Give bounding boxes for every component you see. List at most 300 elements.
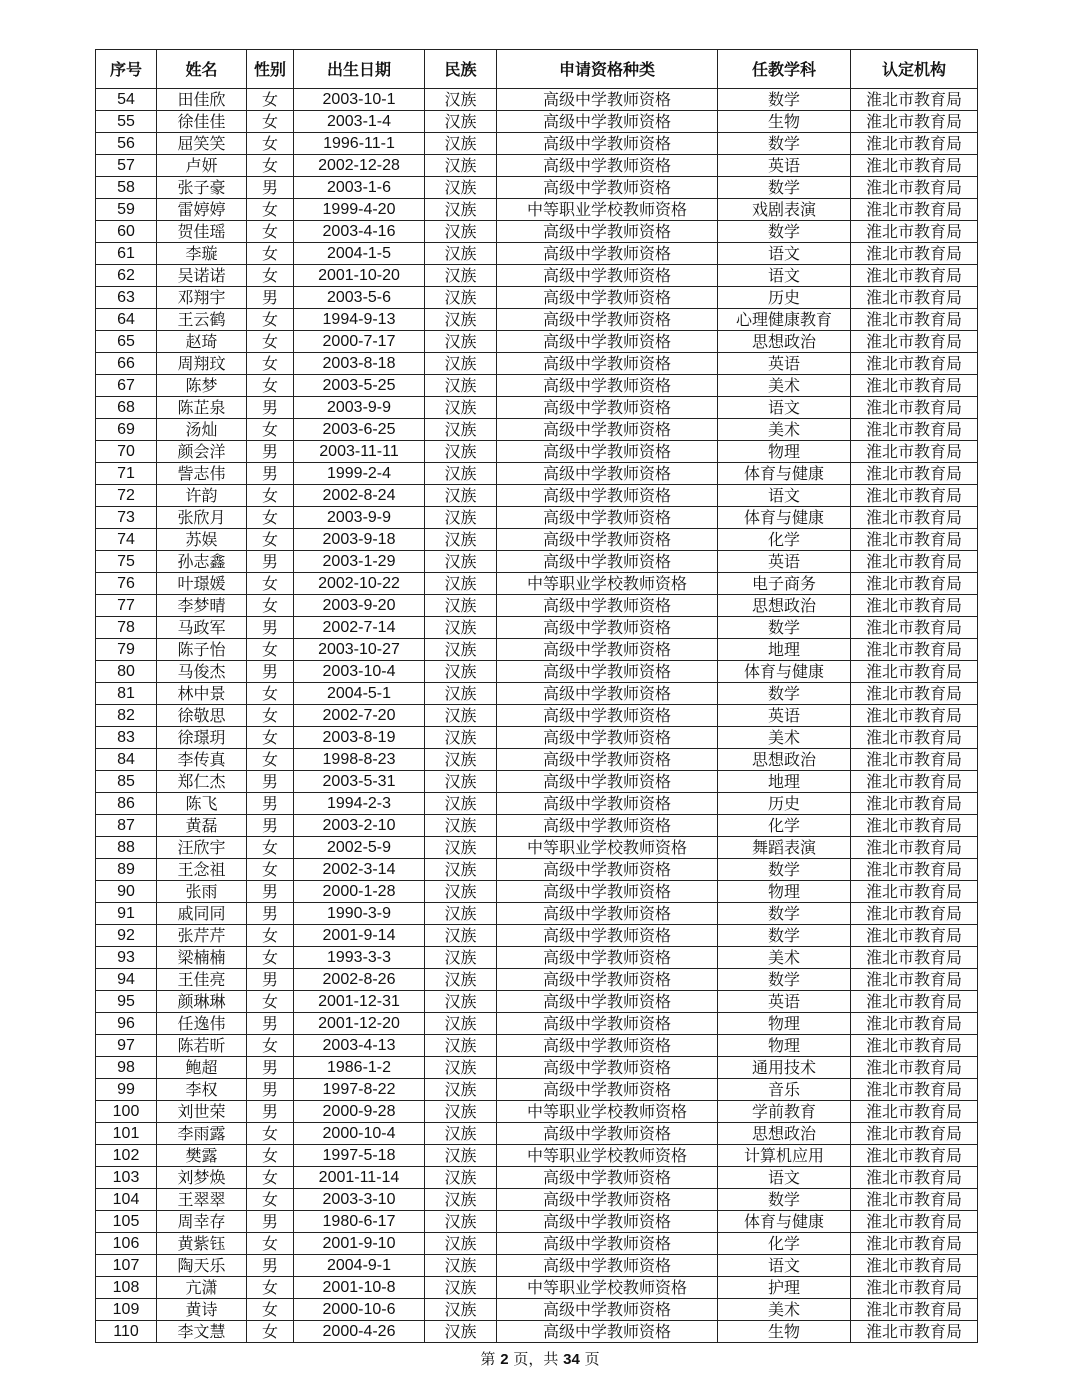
cell-authority: 淮北市教育局 bbox=[851, 89, 978, 111]
table-row bbox=[96, 793, 978, 815]
cell-birth-date: 2003-8-19 bbox=[294, 727, 425, 749]
cell-birth-date: 1998-8-23 bbox=[294, 749, 425, 771]
table-row bbox=[96, 111, 978, 133]
cell-birth-date: 2003-9-18 bbox=[294, 529, 425, 551]
cell-serial: 58 bbox=[96, 177, 157, 199]
cell-qualification-type: 高级中学教师资格 bbox=[497, 353, 718, 375]
cell-qualification-type: 高级中学教师资格 bbox=[497, 925, 718, 947]
cell-authority: 淮北市教育局 bbox=[851, 903, 978, 925]
cell-gender: 女 bbox=[247, 353, 294, 375]
cell-ethnicity: 汉族 bbox=[425, 1299, 497, 1321]
cell-name: 樊露 bbox=[157, 1145, 247, 1167]
cell-gender: 女 bbox=[247, 331, 294, 353]
cell-authority: 淮北市教育局 bbox=[851, 1211, 978, 1233]
cell-qualification-type: 高级中学教师资格 bbox=[497, 1167, 718, 1189]
table-row bbox=[96, 749, 978, 771]
cell-birth-date: 1986-1-2 bbox=[294, 1057, 425, 1079]
cell-name: 周翔玟 bbox=[157, 353, 247, 375]
cell-subject: 体育与健康 bbox=[718, 463, 851, 485]
cell-name: 陈若昕 bbox=[157, 1035, 247, 1057]
cell-qualification-type: 中等职业学校教师资格 bbox=[497, 1277, 718, 1299]
cell-authority: 淮北市教育局 bbox=[851, 683, 978, 705]
cell-ethnicity: 汉族 bbox=[425, 1013, 497, 1035]
cell-birth-date: 2002-8-24 bbox=[294, 485, 425, 507]
cell-qualification-type: 中等职业学校教师资格 bbox=[497, 837, 718, 859]
cell-gender: 男 bbox=[247, 881, 294, 903]
cell-gender: 男 bbox=[247, 1255, 294, 1277]
cell-subject: 地理 bbox=[718, 771, 851, 793]
cell-authority: 淮北市教育局 bbox=[851, 1145, 978, 1167]
cell-name: 鲍超 bbox=[157, 1057, 247, 1079]
cell-ethnicity: 汉族 bbox=[425, 265, 497, 287]
table-row bbox=[96, 815, 978, 837]
cell-subject: 地理 bbox=[718, 639, 851, 661]
cell-name: 赵琦 bbox=[157, 331, 247, 353]
cell-ethnicity: 汉族 bbox=[425, 749, 497, 771]
cell-qualification-type: 高级中学教师资格 bbox=[497, 749, 718, 771]
cell-serial: 59 bbox=[96, 199, 157, 221]
cell-birth-date: 1999-2-4 bbox=[294, 463, 425, 485]
table-row bbox=[96, 771, 978, 793]
cell-authority: 淮北市教育局 bbox=[851, 463, 978, 485]
table-row bbox=[96, 1079, 978, 1101]
cell-subject: 数学 bbox=[718, 859, 851, 881]
cell-gender: 女 bbox=[247, 199, 294, 221]
table-row bbox=[96, 1299, 978, 1321]
cell-serial: 100 bbox=[96, 1101, 157, 1123]
cell-ethnicity: 汉族 bbox=[425, 1167, 497, 1189]
cell-gender: 男 bbox=[247, 397, 294, 419]
cell-birth-date: 2003-6-25 bbox=[294, 419, 425, 441]
cell-name: 徐璟玥 bbox=[157, 727, 247, 749]
header-ethnicity: 民族 bbox=[425, 50, 497, 89]
cell-authority: 淮北市教育局 bbox=[851, 199, 978, 221]
cell-gender: 男 bbox=[247, 551, 294, 573]
cell-authority: 淮北市教育局 bbox=[851, 265, 978, 287]
cell-ethnicity: 汉族 bbox=[425, 419, 497, 441]
cell-authority: 淮北市教育局 bbox=[851, 793, 978, 815]
cell-qualification-type: 高级中学教师资格 bbox=[497, 639, 718, 661]
table-row bbox=[96, 661, 978, 683]
cell-subject: 数学 bbox=[718, 617, 851, 639]
cell-ethnicity: 汉族 bbox=[425, 485, 497, 507]
cell-name: 汤灿 bbox=[157, 419, 247, 441]
cell-authority: 淮北市教育局 bbox=[851, 969, 978, 991]
cell-authority: 淮北市教育局 bbox=[851, 1013, 978, 1035]
cell-ethnicity: 汉族 bbox=[425, 529, 497, 551]
table-row bbox=[96, 859, 978, 881]
cell-name: 邓翔宇 bbox=[157, 287, 247, 309]
cell-ethnicity: 汉族 bbox=[425, 1189, 497, 1211]
cell-ethnicity: 汉族 bbox=[425, 133, 497, 155]
table-row bbox=[96, 133, 978, 155]
cell-serial: 90 bbox=[96, 881, 157, 903]
table-row bbox=[96, 353, 978, 375]
cell-gender: 女 bbox=[247, 947, 294, 969]
cell-serial: 86 bbox=[96, 793, 157, 815]
table-row bbox=[96, 529, 978, 551]
cell-name: 张雨 bbox=[157, 881, 247, 903]
cell-subject: 数学 bbox=[718, 89, 851, 111]
cell-name: 张芹芹 bbox=[157, 925, 247, 947]
cell-name: 王念祖 bbox=[157, 859, 247, 881]
cell-name: 汪欣宇 bbox=[157, 837, 247, 859]
header-name: 姓名 bbox=[157, 50, 247, 89]
cell-authority: 淮北市教育局 bbox=[851, 1123, 978, 1145]
cell-qualification-type: 高级中学教师资格 bbox=[497, 1233, 718, 1255]
table-row bbox=[96, 199, 978, 221]
cell-gender: 女 bbox=[247, 485, 294, 507]
cell-authority: 淮北市教育局 bbox=[851, 705, 978, 727]
cell-gender: 女 bbox=[247, 683, 294, 705]
cell-ethnicity: 汉族 bbox=[425, 837, 497, 859]
cell-qualification-type: 高级中学教师资格 bbox=[497, 111, 718, 133]
cell-ethnicity: 汉族 bbox=[425, 859, 497, 881]
cell-subject: 思想政治 bbox=[718, 1123, 851, 1145]
cell-authority: 淮北市教育局 bbox=[851, 287, 978, 309]
cell-gender: 女 bbox=[247, 837, 294, 859]
cell-qualification-type: 高级中学教师资格 bbox=[497, 1321, 718, 1343]
table-row bbox=[96, 177, 978, 199]
table-row bbox=[96, 265, 978, 287]
table-row bbox=[96, 1035, 978, 1057]
cell-gender: 女 bbox=[247, 1299, 294, 1321]
table-row bbox=[96, 221, 978, 243]
cell-serial: 55 bbox=[96, 111, 157, 133]
cell-authority: 淮北市教育局 bbox=[851, 1189, 978, 1211]
cell-serial: 72 bbox=[96, 485, 157, 507]
cell-name: 王佳亮 bbox=[157, 969, 247, 991]
cell-serial: 105 bbox=[96, 1211, 157, 1233]
cell-serial: 89 bbox=[96, 859, 157, 881]
cell-authority: 淮北市教育局 bbox=[851, 573, 978, 595]
cell-birth-date: 2002-10-22 bbox=[294, 573, 425, 595]
header-subject: 任教学科 bbox=[718, 50, 851, 89]
cell-ethnicity: 汉族 bbox=[425, 991, 497, 1013]
cell-serial: 109 bbox=[96, 1299, 157, 1321]
cell-gender: 男 bbox=[247, 1013, 294, 1035]
cell-name: 贺佳瑶 bbox=[157, 221, 247, 243]
cell-name: 李璇 bbox=[157, 243, 247, 265]
cell-name: 陈子怡 bbox=[157, 639, 247, 661]
cell-ethnicity: 汉族 bbox=[425, 639, 497, 661]
cell-birth-date: 2003-8-18 bbox=[294, 353, 425, 375]
cell-name: 黄磊 bbox=[157, 815, 247, 837]
table-row bbox=[96, 683, 978, 705]
cell-ethnicity: 汉族 bbox=[425, 221, 497, 243]
cell-authority: 淮北市教育局 bbox=[851, 441, 978, 463]
cell-qualification-type: 高级中学教师资格 bbox=[497, 903, 718, 925]
cell-subject: 历史 bbox=[718, 287, 851, 309]
cell-ethnicity: 汉族 bbox=[425, 683, 497, 705]
cell-gender: 女 bbox=[247, 859, 294, 881]
cell-gender: 女 bbox=[247, 1233, 294, 1255]
cell-ethnicity: 汉族 bbox=[425, 793, 497, 815]
cell-serial: 81 bbox=[96, 683, 157, 705]
cell-birth-date: 2003-4-13 bbox=[294, 1035, 425, 1057]
table-row bbox=[96, 617, 978, 639]
cell-ethnicity: 汉族 bbox=[425, 177, 497, 199]
cell-serial: 87 bbox=[96, 815, 157, 837]
cell-name: 李传真 bbox=[157, 749, 247, 771]
cell-qualification-type: 高级中学教师资格 bbox=[497, 705, 718, 727]
cell-authority: 淮北市教育局 bbox=[851, 1299, 978, 1321]
cell-birth-date: 2003-5-6 bbox=[294, 287, 425, 309]
cell-name: 孙志鑫 bbox=[157, 551, 247, 573]
cell-authority: 淮北市教育局 bbox=[851, 309, 978, 331]
cell-birth-date: 2003-11-11 bbox=[294, 441, 425, 463]
cell-ethnicity: 汉族 bbox=[425, 1101, 497, 1123]
table-body bbox=[96, 89, 978, 1343]
cell-subject: 计算机应用 bbox=[718, 1145, 851, 1167]
cell-serial: 65 bbox=[96, 331, 157, 353]
cell-birth-date: 2003-9-9 bbox=[294, 507, 425, 529]
cell-serial: 106 bbox=[96, 1233, 157, 1255]
cell-ethnicity: 汉族 bbox=[425, 463, 497, 485]
cell-subject: 美术 bbox=[718, 375, 851, 397]
cell-qualification-type: 高级中学教师资格 bbox=[497, 133, 718, 155]
cell-birth-date: 2003-4-16 bbox=[294, 221, 425, 243]
cell-birth-date: 2003-10-1 bbox=[294, 89, 425, 111]
cell-subject: 生物 bbox=[718, 1321, 851, 1343]
cell-birth-date: 2000-7-17 bbox=[294, 331, 425, 353]
cell-birth-date: 2003-5-25 bbox=[294, 375, 425, 397]
cell-gender: 女 bbox=[247, 1321, 294, 1343]
cell-name: 苏娱 bbox=[157, 529, 247, 551]
cell-qualification-type: 高级中学教师资格 bbox=[497, 331, 718, 353]
cell-serial: 62 bbox=[96, 265, 157, 287]
cell-qualification-type: 高级中学教师资格 bbox=[497, 727, 718, 749]
cell-serial: 56 bbox=[96, 133, 157, 155]
cell-subject: 数学 bbox=[718, 1189, 851, 1211]
table-row bbox=[96, 925, 978, 947]
cell-gender: 男 bbox=[247, 771, 294, 793]
cell-subject: 数学 bbox=[718, 969, 851, 991]
cell-serial: 83 bbox=[96, 727, 157, 749]
cell-name: 颜琳琳 bbox=[157, 991, 247, 1013]
cell-name: 张子豪 bbox=[157, 177, 247, 199]
table-row bbox=[96, 419, 978, 441]
cell-serial: 103 bbox=[96, 1167, 157, 1189]
cell-name: 陈芷泉 bbox=[157, 397, 247, 419]
cell-name: 黄诗 bbox=[157, 1299, 247, 1321]
cell-birth-date: 2002-7-20 bbox=[294, 705, 425, 727]
cell-subject: 化学 bbox=[718, 1233, 851, 1255]
cell-qualification-type: 高级中学教师资格 bbox=[497, 947, 718, 969]
cell-gender: 女 bbox=[247, 221, 294, 243]
cell-serial: 98 bbox=[96, 1057, 157, 1079]
cell-birth-date: 2003-1-29 bbox=[294, 551, 425, 573]
table-row bbox=[96, 727, 978, 749]
cell-qualification-type: 高级中学教师资格 bbox=[497, 1057, 718, 1079]
cell-serial: 101 bbox=[96, 1123, 157, 1145]
cell-gender: 男 bbox=[247, 617, 294, 639]
cell-ethnicity: 汉族 bbox=[425, 595, 497, 617]
cell-gender: 女 bbox=[247, 265, 294, 287]
cell-birth-date: 2003-1-4 bbox=[294, 111, 425, 133]
cell-gender: 女 bbox=[247, 749, 294, 771]
footer-page-number: 2 bbox=[500, 1351, 509, 1368]
cell-gender: 女 bbox=[247, 573, 294, 595]
cell-ethnicity: 汉族 bbox=[425, 441, 497, 463]
cell-qualification-type: 高级中学教师资格 bbox=[497, 89, 718, 111]
cell-gender: 女 bbox=[247, 375, 294, 397]
cell-name: 訾志伟 bbox=[157, 463, 247, 485]
cell-subject: 电子商务 bbox=[718, 573, 851, 595]
cell-subject: 物理 bbox=[718, 881, 851, 903]
cell-ethnicity: 汉族 bbox=[425, 661, 497, 683]
cell-name: 张欣月 bbox=[157, 507, 247, 529]
cell-subject: 体育与健康 bbox=[718, 661, 851, 683]
cell-birth-date: 2001-11-14 bbox=[294, 1167, 425, 1189]
cell-authority: 淮北市教育局 bbox=[851, 397, 978, 419]
cell-qualification-type: 高级中学教师资格 bbox=[497, 793, 718, 815]
cell-authority: 淮北市教育局 bbox=[851, 881, 978, 903]
cell-subject: 英语 bbox=[718, 705, 851, 727]
table-row bbox=[96, 243, 978, 265]
cell-birth-date: 2001-9-14 bbox=[294, 925, 425, 947]
cell-ethnicity: 汉族 bbox=[425, 1079, 497, 1101]
cell-serial: 61 bbox=[96, 243, 157, 265]
cell-serial: 54 bbox=[96, 89, 157, 111]
cell-authority: 淮北市教育局 bbox=[851, 1233, 978, 1255]
cell-subject: 数学 bbox=[718, 903, 851, 925]
cell-subject: 思想政治 bbox=[718, 749, 851, 771]
cell-name: 李文慧 bbox=[157, 1321, 247, 1343]
cell-subject: 学前教育 bbox=[718, 1101, 851, 1123]
cell-serial: 73 bbox=[96, 507, 157, 529]
cell-name: 徐敬思 bbox=[157, 705, 247, 727]
cell-qualification-type: 高级中学教师资格 bbox=[497, 595, 718, 617]
cell-ethnicity: 汉族 bbox=[425, 903, 497, 925]
cell-authority: 淮北市教育局 bbox=[851, 771, 978, 793]
cell-subject: 物理 bbox=[718, 1035, 851, 1057]
table-row bbox=[96, 331, 978, 353]
cell-subject: 美术 bbox=[718, 727, 851, 749]
cell-serial: 64 bbox=[96, 309, 157, 331]
table-row bbox=[96, 1255, 978, 1277]
cell-subject: 物理 bbox=[718, 441, 851, 463]
cell-subject: 心理健康教育 bbox=[718, 309, 851, 331]
cell-gender: 男 bbox=[247, 903, 294, 925]
cell-name: 卢妍 bbox=[157, 155, 247, 177]
cell-ethnicity: 汉族 bbox=[425, 1233, 497, 1255]
cell-authority: 淮北市教育局 bbox=[851, 947, 978, 969]
cell-gender: 女 bbox=[247, 1145, 294, 1167]
cell-birth-date: 2003-9-20 bbox=[294, 595, 425, 617]
cell-serial: 99 bbox=[96, 1079, 157, 1101]
table-row bbox=[96, 375, 978, 397]
cell-name: 林中景 bbox=[157, 683, 247, 705]
cell-name: 王云鹤 bbox=[157, 309, 247, 331]
table-row bbox=[96, 1101, 978, 1123]
cell-subject: 音乐 bbox=[718, 1079, 851, 1101]
cell-authority: 淮北市教育局 bbox=[851, 1167, 978, 1189]
cell-birth-date: 1997-8-22 bbox=[294, 1079, 425, 1101]
cell-authority: 淮北市教育局 bbox=[851, 353, 978, 375]
cell-birth-date: 2000-1-28 bbox=[294, 881, 425, 903]
cell-birth-date: 2000-10-6 bbox=[294, 1299, 425, 1321]
footer-suffix: 页 bbox=[584, 1350, 600, 1368]
cell-name: 黄紫钰 bbox=[157, 1233, 247, 1255]
cell-authority: 淮北市教育局 bbox=[851, 243, 978, 265]
header-birth-date: 出生日期 bbox=[294, 50, 425, 89]
cell-ethnicity: 汉族 bbox=[425, 881, 497, 903]
table-row bbox=[96, 551, 978, 573]
cell-serial: 79 bbox=[96, 639, 157, 661]
cell-gender: 女 bbox=[247, 243, 294, 265]
cell-birth-date: 2003-3-10 bbox=[294, 1189, 425, 1211]
cell-gender: 男 bbox=[247, 177, 294, 199]
cell-gender: 女 bbox=[247, 419, 294, 441]
cell-authority: 淮北市教育局 bbox=[851, 815, 978, 837]
table-row bbox=[96, 485, 978, 507]
cell-qualification-type: 高级中学教师资格 bbox=[497, 661, 718, 683]
cell-subject: 语文 bbox=[718, 1167, 851, 1189]
page-footer bbox=[0, 1348, 1080, 1369]
cell-name: 周幸存 bbox=[157, 1211, 247, 1233]
cell-birth-date: 2002-5-9 bbox=[294, 837, 425, 859]
cell-name: 刘世荣 bbox=[157, 1101, 247, 1123]
cell-serial: 104 bbox=[96, 1189, 157, 1211]
cell-qualification-type: 高级中学教师资格 bbox=[497, 991, 718, 1013]
cell-gender: 女 bbox=[247, 595, 294, 617]
cell-qualification-type: 高级中学教师资格 bbox=[497, 1255, 718, 1277]
table-row bbox=[96, 903, 978, 925]
cell-name: 刘梦焕 bbox=[157, 1167, 247, 1189]
cell-gender: 女 bbox=[247, 1123, 294, 1145]
cell-serial: 85 bbox=[96, 771, 157, 793]
cell-serial: 82 bbox=[96, 705, 157, 727]
cell-qualification-type: 高级中学教师资格 bbox=[497, 859, 718, 881]
cell-qualification-type: 高级中学教师资格 bbox=[497, 309, 718, 331]
cell-ethnicity: 汉族 bbox=[425, 551, 497, 573]
cell-subject: 生物 bbox=[718, 111, 851, 133]
cell-name: 陈梦 bbox=[157, 375, 247, 397]
cell-gender: 女 bbox=[247, 639, 294, 661]
cell-ethnicity: 汉族 bbox=[425, 1321, 497, 1343]
table-row bbox=[96, 639, 978, 661]
cell-qualification-type: 高级中学教师资格 bbox=[497, 485, 718, 507]
cell-subject: 护理 bbox=[718, 1277, 851, 1299]
cell-birth-date: 1980-6-17 bbox=[294, 1211, 425, 1233]
cell-gender: 男 bbox=[247, 815, 294, 837]
cell-authority: 淮北市教育局 bbox=[851, 221, 978, 243]
cell-qualification-type: 高级中学教师资格 bbox=[497, 815, 718, 837]
cell-qualification-type: 高级中学教师资格 bbox=[497, 1079, 718, 1101]
cell-name: 雷婷婷 bbox=[157, 199, 247, 221]
table-row bbox=[96, 309, 978, 331]
cell-ethnicity: 汉族 bbox=[425, 1277, 497, 1299]
footer-prefix: 第 bbox=[480, 1350, 496, 1368]
cell-qualification-type: 中等职业学校教师资格 bbox=[497, 1145, 718, 1167]
cell-subject: 数学 bbox=[718, 177, 851, 199]
table-row bbox=[96, 881, 978, 903]
cell-subject: 通用技术 bbox=[718, 1057, 851, 1079]
cell-birth-date: 2000-10-4 bbox=[294, 1123, 425, 1145]
cell-subject: 戏剧表演 bbox=[718, 199, 851, 221]
cell-gender: 女 bbox=[247, 155, 294, 177]
cell-authority: 淮北市教育局 bbox=[851, 177, 978, 199]
cell-qualification-type: 高级中学教师资格 bbox=[497, 1189, 718, 1211]
cell-name: 戚同同 bbox=[157, 903, 247, 925]
cell-serial: 69 bbox=[96, 419, 157, 441]
cell-serial: 78 bbox=[96, 617, 157, 639]
cell-ethnicity: 汉族 bbox=[425, 375, 497, 397]
cell-ethnicity: 汉族 bbox=[425, 309, 497, 331]
cell-serial: 92 bbox=[96, 925, 157, 947]
cell-birth-date: 2001-12-31 bbox=[294, 991, 425, 1013]
